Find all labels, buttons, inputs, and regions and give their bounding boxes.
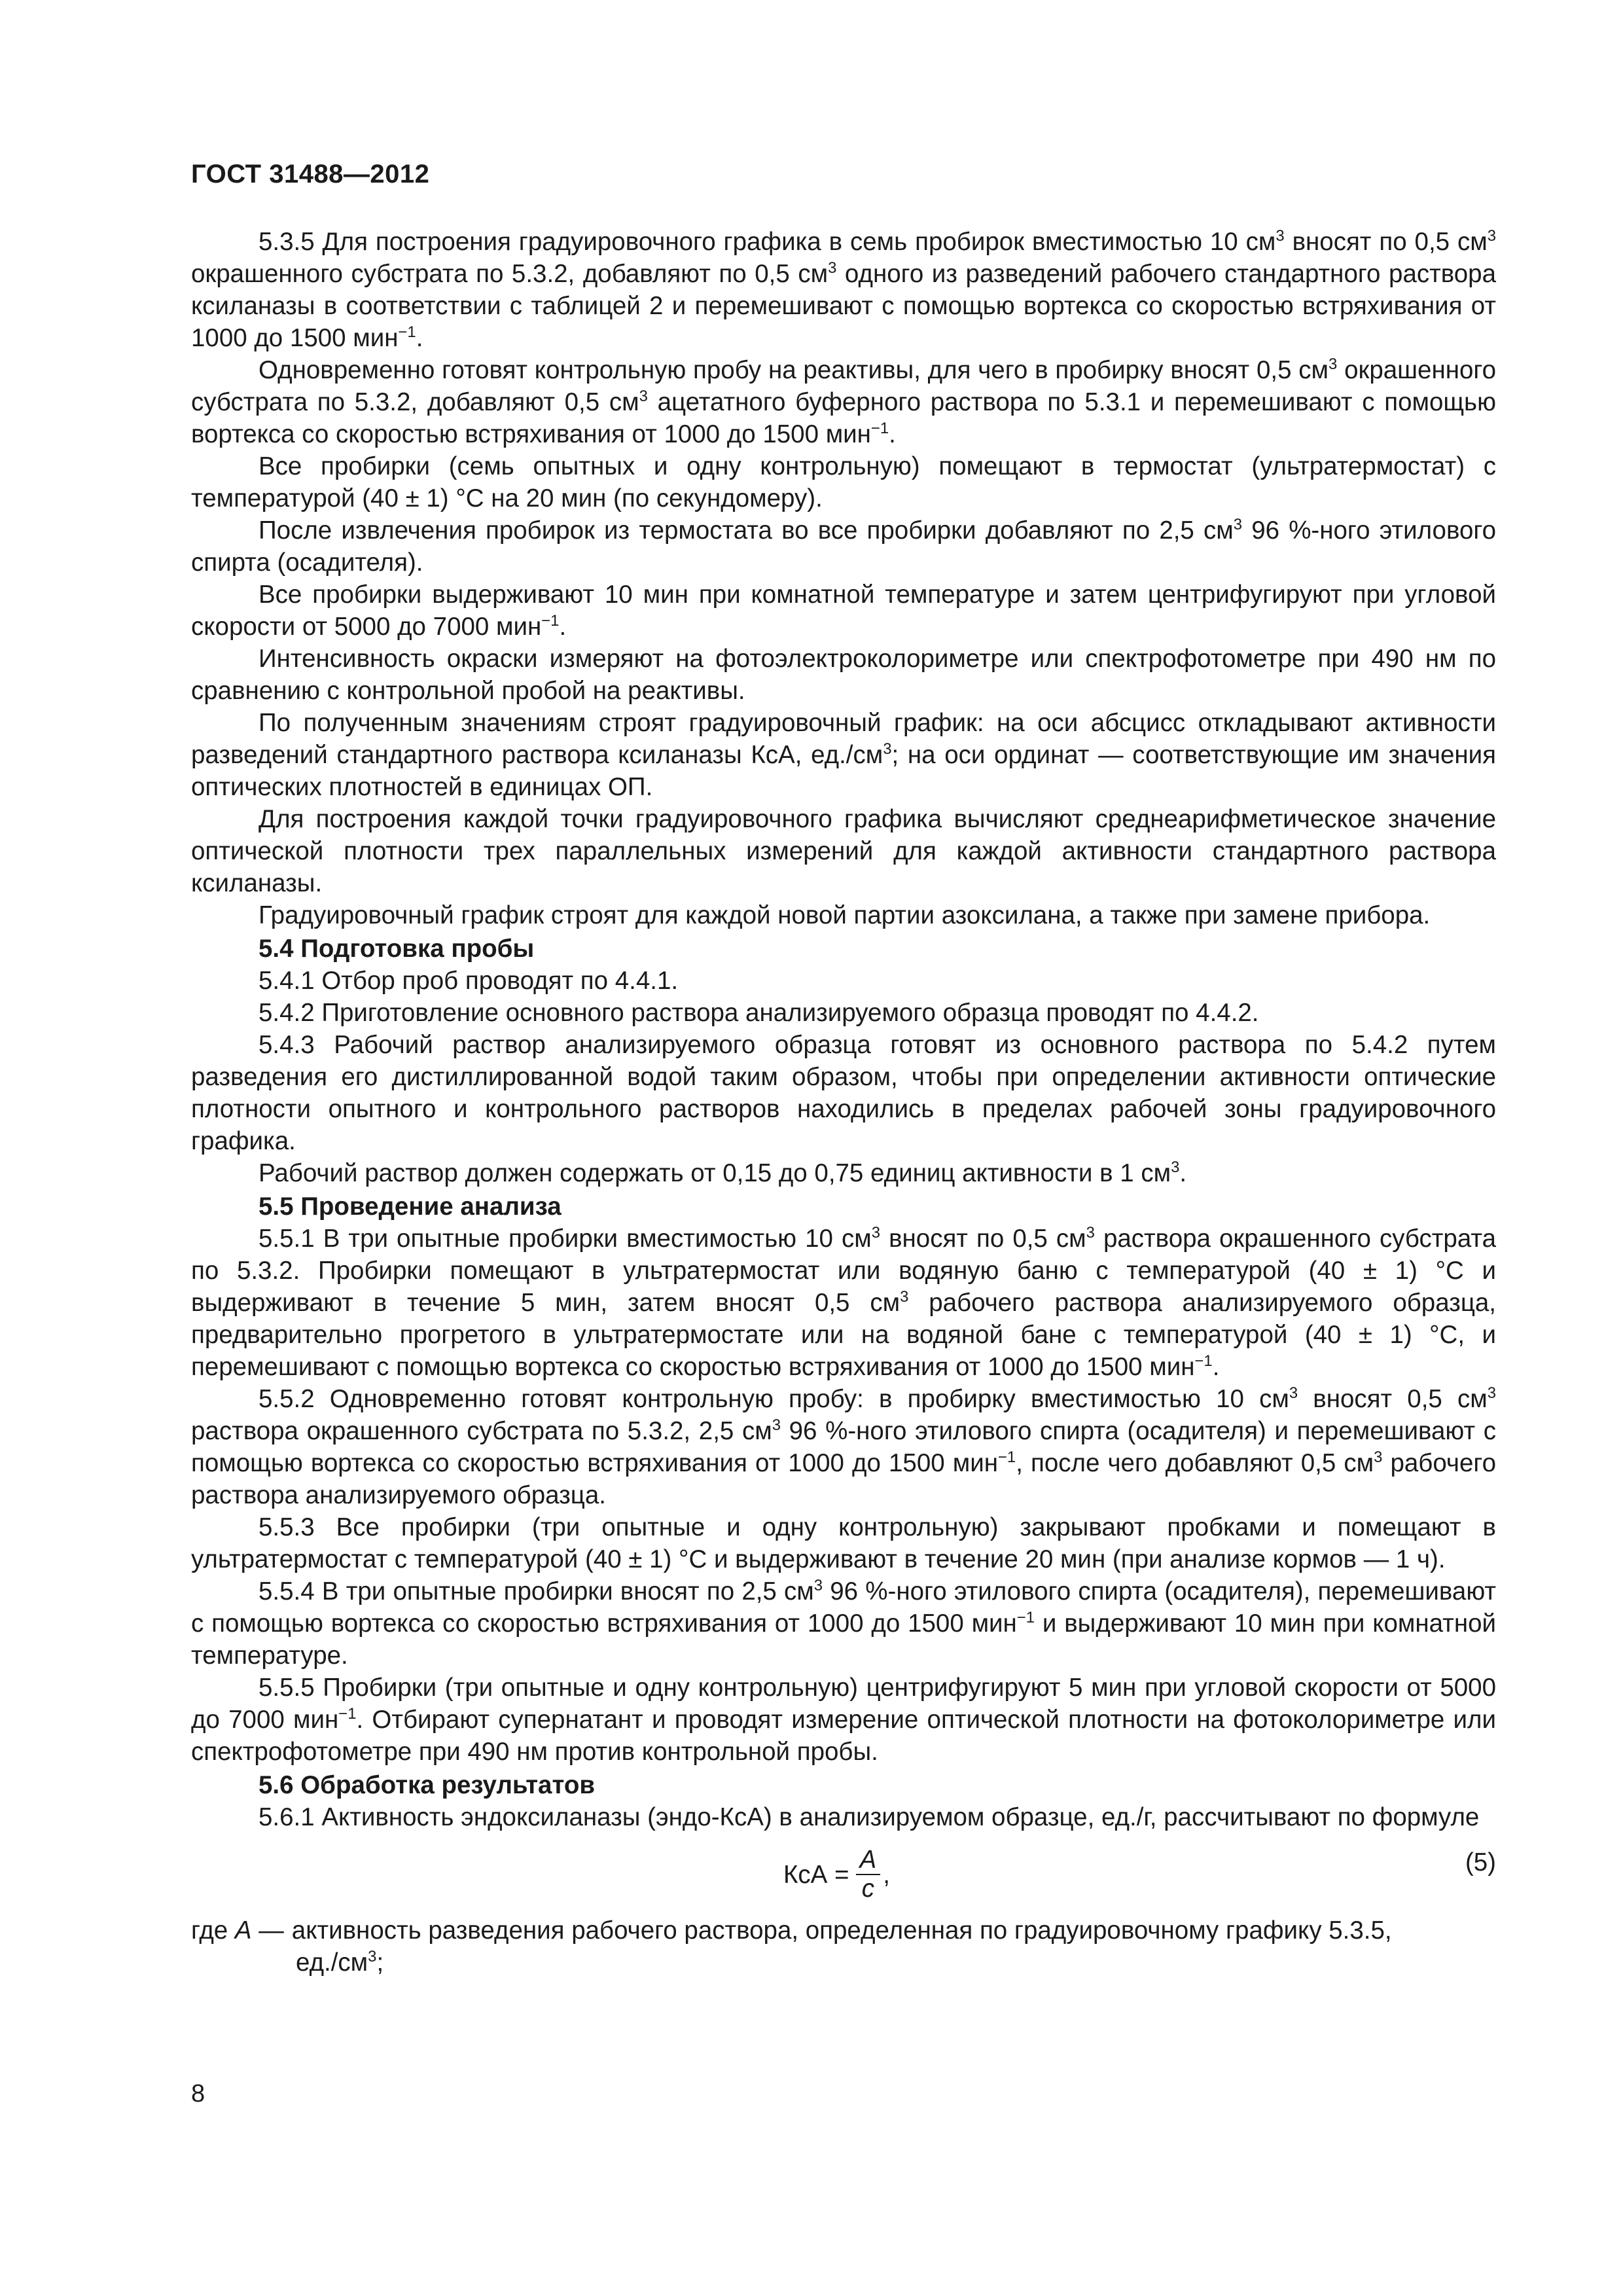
page-number: 8	[191, 2080, 205, 2108]
paragraph-working-solution: Рабочий раствор должен содержать от 0,15 до 0,75 единиц активности в 1 $см^3$.	[259, 1158, 1187, 1187]
formula-legend	[191, 1914, 1496, 1946]
paragraph-color-intensity: Интенсивность окраски измеряют на фотоэлектроколориметре или спектрофотометре при 490 нм по сравнению с контрольной пробой на реактивы.	[191, 645, 1496, 705]
paragraph-calibration-axes: По полученным значениям строят градуировочный график: на оси абсцисс откладывают активности разведений стандартного раствора ксиланазы КсА, $ед./см^3$; на оси ординат — соответствующие им значения оптических плотностей в единицах ОП.	[191, 709, 1496, 801]
paragraph-control-sample: Одновременно готовят контрольную пробу на реактивы, для чего в пробирку вносят 0,5 $см^3$ окрашенного субстрата по 5.3.2, добавляют 0,5 $см^3$ ацетатного буферного раствора по 5.3.1 и перемешивают с помощью вортекса со скоростью встряхивания от 1000 до 1500 мин$^{-1}$.	[191, 355, 1496, 448]
formula-xylanase-activity	[783, 1846, 890, 1903]
paragraph-5-5-4: 5.5.4 В три опытные пробирки вносят по 2,5 $см^3$ 96 %-ного этилового спирта (осадителя), перемешивают с помощью вортекса со скоростью встряхивания от 1000 до 1500 мин$^{-1}$ и выдерживают 10 мин при комнатной температуре.	[191, 1576, 1496, 1670]
document-body	[191, 226, 1496, 1979]
paragraph-5-5-2: 5.5.2 Одновременно готовят контрольную пробу: в пробирку вместимостью 10 $см^3$ вносят 0,5 $см^3$ раствора окрашенного субстрата по 5.3.2, 2,5 $см^3$ 96 %-ного этилового спирта (осадителя) и перемешивают с помощью вортекса со скоростью встряхивания от 1000 до 1500 мин$^{-1}$, после чего добавляют 0,5 $см^3$ рабочего раствора анализируемого образца.	[191, 1384, 1496, 1509]
paragraph-thermostat: Все пробирки (семь опытных и одну контрольную) помещают в термостат (ультратермостат) с температурой (40 ± 1) °С на 20 мин (по секундомеру).	[191, 452, 1496, 512]
paragraph-calibration-points: Для построения каждой точки градуировочного графика вычисляют среднеарифметическое значение оптической плотности трех параллельных измерений для каждой активности стандартного раствора ксиланазы.	[191, 805, 1496, 897]
legend-description: активность разведения рабочего раствора, определенная по градуировочному графику 5.3.5,	[291, 1916, 1392, 1945]
paragraph-ethanol: После извлечения пробирок из термостата во все пробирки добавляют по 2,5 $см^3$ 96 %-ного этилового спирта (осадителя).	[191, 515, 1496, 577]
paragraph-5-6-1: 5.6.1 Активность эндоксиланазы (эндо-КсА) в анализируемом образце, ед./г, рассчитывают по формуле	[259, 1803, 1480, 1831]
paragraph-5-5-5: 5.5.5 Пробирки (три опытные и одну контрольную) центрифугируют 5 мин при угловой скорости от 5000 до 7000 мин$^{-1}$. Отбирают супернатант и проводят измерение оптической плотности на фотоколориметре или спектрофотометре при 490 нм против контрольной пробы.	[191, 1674, 1496, 1766]
formula-denominator: c	[861, 1874, 875, 1903]
formula-block	[191, 1837, 1496, 1901]
formula-fraction	[856, 1846, 881, 1903]
paragraph-5-4-2: 5.4.2 Приготовление основного раствора анализируемого образца проводят по 4.4.2.	[259, 999, 1259, 1027]
paragraph-5-3-5: 5.3.5 Для построения градуировочного графика в семь пробирок вместимостью 10 $см^3$ вносят по 0,5 $см^3$ окрашенного субстрата по 5.3.2, добавляют по 0,5 $см^3$ одного из разведений рабочего стандартного раствора ксиланазы в соответствии с таблицей 2 и перемешивают с помощью вортекса со скоростью встряхивания от 1000 до 1500 мин$^{-1}$.	[191, 226, 1497, 352]
paragraph-5-5-3: 5.5.3 Все пробирки (три опытные и одну контрольную) закрывают пробками и помещают в ультратермостат с температурой (40 ± 1) °С и выдерживают в течение 20 мин (при анализе кормов — 1 ч).	[191, 1513, 1496, 1573]
section-heading-5-6: 5.6 Обработка результатов	[259, 1771, 595, 1799]
section-heading-5-5: 5.5 Проведение анализа	[259, 1193, 562, 1221]
paragraph-centrifuge: Все пробирки выдерживают 10 мин при комнатной температуре и затем центрифугируют при угловой скорости от 5000 до 7000 мин$^{-1}$.	[191, 581, 1496, 641]
paragraph-5-4-1: 5.4.1 Отбор проб проводят по 4.4.1.	[259, 967, 679, 995]
paragraph-5-5-1: 5.5.1 В три опытные пробирки вместимостью 10 $см^3$ вносят по 0,5 $см^3$ раствора окрашенного субстрата по 5.3.2. Пробирки помещают в ультратермостат или водяную баню с температурой (40 ± 1) °С и выдерживают в течение 5 мин, затем вносят 0,5 $см^3$ рабочего раствора анализируемого образца, предварительно прогретого в ультратермостате или на водяной бане с температурой (40 ± 1) °С, и перемешивают с помощью вортекса со скоростью встряхивания от 1000 до 1500 мин$^{-1}$.	[191, 1223, 1497, 1381]
document-header: ГОСТ 31488—2012	[191, 160, 430, 188]
formula-number: (5)	[1465, 1848, 1496, 1876]
paragraph-5-4-3: 5.4.3 Рабочий раствор анализируемого образца готовят из основного раствора по 5.4.2 путем разведения его дистиллированной водой таким образом, чтобы при определении активности оптические плотности опытного и контрольного растворов находились в пределах рабочей зоны градуировочного графика.	[191, 1031, 1496, 1155]
legend-unit: $ед./см^3$;	[296, 1947, 384, 1977]
formula-tail: ,	[883, 1860, 890, 1889]
legend-lead: где A —	[191, 1916, 284, 1945]
formula-lhs: КсА =	[783, 1860, 849, 1889]
formula-numerator: A	[856, 1846, 881, 1875]
paragraph-calibration-batch: Градуировочный график строят для каждой новой партии азоксилана, а также при замене прибора.	[259, 901, 1431, 929]
section-heading-5-4: 5.4 Подготовка пробы	[259, 935, 535, 963]
